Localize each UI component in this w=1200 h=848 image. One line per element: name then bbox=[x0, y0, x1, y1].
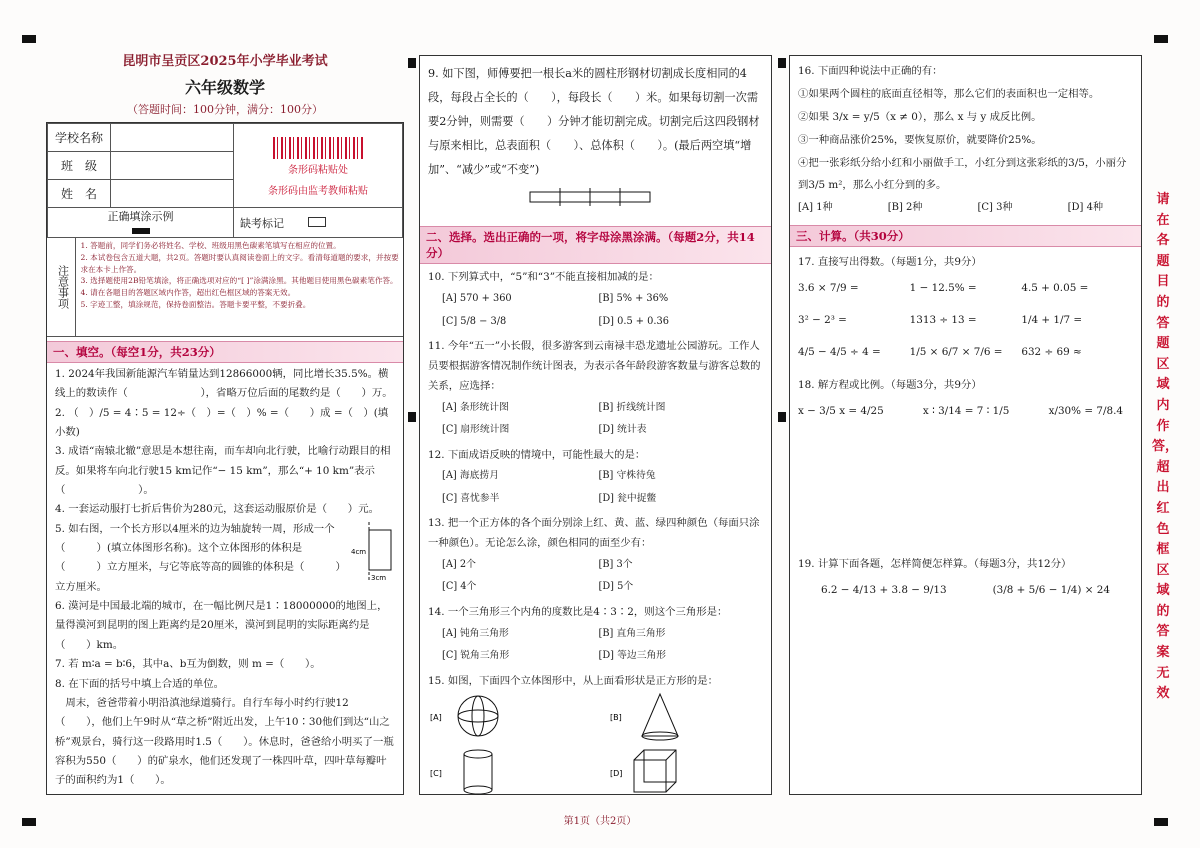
choice-option[interactable]: [A] 海底捞月 bbox=[442, 470, 500, 482]
expression-row bbox=[798, 584, 1133, 596]
cube-icon bbox=[634, 750, 676, 792]
option-b[interactable]: [B] 2种 bbox=[887, 202, 923, 214]
expression-item: 6.2 − 4/13 + 3.8 − 9/13 bbox=[820, 584, 947, 597]
solid-figures bbox=[428, 692, 758, 802]
statement-item: ④把一张彩纸分给小红和小丽做手工，小红分到这张彩纸的3/5，小丽分到3/5 m²，那么小红分到的多。 bbox=[798, 156, 1127, 192]
registration-mark bbox=[408, 412, 416, 422]
options-grid bbox=[428, 554, 763, 603]
question-18: 18. 解方程或比例。（每题3分，共9分） bbox=[798, 379, 982, 392]
barcode-icon bbox=[273, 137, 363, 159]
rectangle-figure bbox=[351, 520, 397, 590]
statement-item: ②如果 3/x = y/5（x ≠ 0），那么 x 与 y 成反比例。 bbox=[798, 110, 1042, 123]
fill-example-label: 正确填涂示例 bbox=[107, 210, 174, 223]
notes-list bbox=[76, 238, 403, 336]
choice-option[interactable]: [A] 2个 bbox=[442, 558, 476, 570]
column-3 bbox=[789, 55, 1142, 795]
section-2-title: 二、选择。选出正确的一项，将字母涂黑涂满。（每题2分，共14分） bbox=[420, 226, 771, 264]
calc-item: 1/4 + 1/7 = bbox=[1021, 314, 1083, 327]
section-1-body bbox=[47, 363, 403, 791]
section-3-title: 三、计算。（共30分） bbox=[790, 225, 1141, 247]
calc-item: 3² − 2³ = bbox=[798, 314, 847, 327]
multiple-choice-list bbox=[420, 264, 771, 691]
question-19: 19. 计算下面各题，怎样简便怎样算。（每题3分，共12分） bbox=[798, 558, 1072, 571]
question-3: 3. 成语“南辕北辙”意思是本想往南，而车却向北行驶，比喻行动跟目的相反。如果将车向北行驶15 km记作“− 15 km”，那么“+ 10 km”表示（ ）。 bbox=[55, 445, 391, 497]
options-grid bbox=[428, 288, 763, 337]
svg-text:[B]: [B] bbox=[610, 712, 622, 722]
registration-mark bbox=[1154, 818, 1168, 826]
question-16-stem: 16. 下面四种说法中正确的有： bbox=[798, 65, 943, 77]
school-field[interactable] bbox=[111, 124, 234, 152]
options-grid bbox=[428, 465, 763, 514]
exam-header bbox=[46, 50, 404, 117]
note-item: 5. 字迹工整，填涂规范，保持卷面整洁。答题卡要平整，不要折叠。 bbox=[80, 299, 311, 309]
choice-option[interactable]: [C] 扇形统计图 bbox=[442, 424, 510, 436]
question-4: 4. 一套运动服打七折后售价为280元，这套运动服原价是（ ）元。 bbox=[55, 503, 379, 516]
choice-option[interactable]: [B] 守株待兔 bbox=[598, 470, 656, 482]
question-17: 17. 直接写出得数。（每题1分，共9分） bbox=[798, 256, 982, 269]
barcode-label: 条形码粘贴处 bbox=[288, 164, 348, 176]
choice-option[interactable]: [B] 5% + 36% bbox=[598, 293, 669, 305]
question-9: 9. 如下图，师傅要把一根长a米的圆柱形钢材切割成长度相同的4段，每段占全长的（ ），每段长（ ）米。如果每切割一次需要2分钟，则需要（ ）分钟才能切割完成。切割完后这四段钢材与原来相比，总表面积（ ）、总体积（ ）。(最后两空填“增加”、“减少”或“不变”) bbox=[428, 67, 760, 177]
column-1 bbox=[46, 122, 404, 795]
choice-option[interactable]: [D] 瓮中捉鳖 bbox=[598, 492, 657, 504]
name-label: 姓 名 bbox=[48, 180, 111, 208]
school-label: 学校名称 bbox=[48, 124, 111, 152]
equation-item: x/30% = 7/8.4 bbox=[1048, 405, 1123, 418]
registration-mark bbox=[1154, 35, 1168, 43]
registration-mark bbox=[22, 35, 36, 43]
svg-text:4cm: 4cm bbox=[351, 547, 367, 556]
options-grid bbox=[428, 623, 763, 672]
choice-option[interactable]: [D] 0.5 + 0.36 bbox=[598, 315, 669, 327]
subject-title: 六年级数学 bbox=[184, 78, 265, 97]
svg-text:[C]: [C] bbox=[430, 768, 442, 778]
question-2: 2. （ ）/5 = 4∶5 = 12÷（ ）=（ ）% =（ ）成 =（ ）(填小数) bbox=[55, 406, 389, 439]
exam-title: 昆明市呈贡区2025年小学毕业考试 bbox=[122, 54, 328, 69]
class-label: 班 级 bbox=[48, 152, 111, 180]
cylinder-icon bbox=[464, 750, 492, 794]
question-stem: 10. 下列算式中，“5”和“3”不能直接相加减的是： bbox=[428, 271, 659, 284]
calc-item: 1/5 × 6/7 × 7/6 = bbox=[909, 346, 1003, 359]
calc-item: 3.6 × 7/9 = bbox=[798, 282, 859, 295]
option-c[interactable]: [C] 3种 bbox=[977, 202, 1013, 214]
svg-text:[A]: [A] bbox=[430, 712, 442, 722]
cone-icon bbox=[642, 694, 678, 740]
note-item: 3. 选择题使用2B铅笔填涂，将正确选项对应的“[ ]”涂满涂黑。其他题目使用黑色碳素笔作答。 bbox=[80, 276, 398, 286]
question-1: 1. 2024年我国新能源汽车销量达到12866000辆，同比增长35.5%。横线上的数读作（ ），省略万位后面的尾数约是（ ）万。 bbox=[55, 368, 393, 400]
filled-box-icon bbox=[132, 228, 150, 234]
calc-item: 4.5 + 0.05 = bbox=[1021, 282, 1089, 295]
equation-row bbox=[798, 405, 1133, 417]
sphere-icon bbox=[458, 696, 498, 736]
page-footer: 第1页（共2页） bbox=[563, 816, 637, 827]
choice-option[interactable]: [A] 钝角三角形 bbox=[442, 627, 509, 639]
statement-item: ①如果两个圆柱的底面直径相等，那么它们的表面积也一定相等。 bbox=[798, 87, 1100, 100]
column-2 bbox=[419, 55, 772, 795]
absent-checkbox[interactable] bbox=[308, 217, 326, 227]
registration-mark bbox=[778, 58, 786, 68]
question-stem: 14. 一个三角形三个内角的度数比是4∶3∶2，则这个三角形是： bbox=[428, 606, 728, 618]
question-7: 7. 若 m∶a = b∶6，其中a、b互为倒数，则 m =（ ）。 bbox=[55, 658, 321, 671]
choice-option[interactable]: [D] 5个 bbox=[598, 581, 634, 593]
question-stem: 12. 下面成语反映的情境中，可能性最大的是： bbox=[428, 448, 646, 461]
question-stem: 13. 把一个正方体的各个面分别涂上红、黄、蓝、绿四种颜色（每面只涂一种颜色）。无论怎么涂，颜色相同的面至少有： bbox=[428, 517, 760, 550]
choice-option[interactable]: [D] 统计表 bbox=[598, 424, 647, 436]
choice-option[interactable]: [A] 条形统计图 bbox=[442, 401, 509, 413]
class-field[interactable] bbox=[111, 152, 234, 180]
option-d[interactable]: [D] 4种 bbox=[1067, 202, 1103, 214]
q16-options bbox=[798, 197, 1133, 219]
barcode-note: 条形码由监考教师粘贴 bbox=[268, 185, 368, 197]
expression-item: (3/8 + 5/6 − 1/4) × 24 bbox=[992, 584, 1111, 597]
calc-item: 632 ÷ 69 ≈ bbox=[1021, 346, 1082, 359]
choice-option[interactable]: [B] 折线统计图 bbox=[598, 401, 666, 413]
calc-item: 1 − 12.5% = bbox=[909, 282, 977, 295]
barcode-area bbox=[234, 124, 403, 208]
notes-title: 注意事项 bbox=[47, 238, 76, 336]
choice-option[interactable]: [B] 3个 bbox=[598, 558, 633, 570]
registration-mark bbox=[408, 58, 416, 68]
absent-label: 缺考标记 bbox=[240, 216, 284, 230]
calc-item: 4/5 − 4/5 ÷ 4 = bbox=[798, 346, 881, 359]
calc-item: 1313 ÷ 13 = bbox=[909, 314, 977, 327]
choice-option[interactable]: [C] 锐角三角形 bbox=[442, 650, 510, 662]
registration-mark bbox=[778, 412, 786, 422]
question-5: 5. 如右图，一个长方形以4厘米的边为轴旋转一周，形成一个（ ）(填立体图形名称)。这个立体图形的体积是（ ）立方厘米，与它等底等高的圆锥的体积是（ ）立方厘米。 bbox=[55, 522, 341, 593]
note-item: 2. 本试卷包含五道大题，共2页。答题时要认真阅读卷面上的文字。看清每道题的要求，并按要求在本卡上作答。 bbox=[80, 252, 399, 274]
equation-item: x ∶ 3/14 = 7 ∶ 1/5 bbox=[922, 405, 1010, 418]
section-3-body bbox=[790, 247, 1141, 596]
question-15: 15. 如图，下面四个立体图形中，从上面看形状是正方形的是： bbox=[428, 674, 718, 687]
choice-option[interactable]: [D] 等边三角形 bbox=[598, 650, 667, 662]
note-item: 4. 请在各题目的答题区域内作答，超出红色框区域的答案无效。 bbox=[80, 288, 296, 298]
question-6: 6. 漠河是中国最北端的城市，在一幅比例尺是1∶18000000的地图上，量得漠河到昆明的图上距离约是20厘米，漠河到昆明的实际距离约是（ ）km。 bbox=[55, 600, 388, 651]
student-info-table bbox=[47, 123, 403, 238]
question-8: 8. 在下面的括号中填上合适的单位。 bbox=[55, 677, 225, 690]
statement-item: ③一种商品涨价25%，要恢复原价，就要降价25%。 bbox=[798, 133, 1042, 146]
calc-grid bbox=[798, 282, 1133, 358]
option-a[interactable]: [A] 1种 bbox=[798, 202, 833, 214]
note-item: 1. 答题前，同学们务必将姓名、学校、班级用黑色碳素笔填写在相应的位置。 bbox=[80, 241, 341, 250]
equation-item: x − 3/5 x = 4/25 bbox=[798, 405, 884, 418]
side-warning: 请在各题目的答题区域内作答，超出红色框区域的答案无效 bbox=[1152, 192, 1179, 702]
steel-rod-figure bbox=[420, 186, 760, 210]
choice-option[interactable]: [C] 喜忧参半 bbox=[442, 492, 500, 504]
section-1-title: 一、填空。（每空1分，共23分） bbox=[47, 341, 403, 363]
choice-option[interactable]: [B] 直角三角形 bbox=[598, 627, 666, 639]
question-8-passage: 周末，爸爸带着小明沿滇池绿道骑行。自行车每小时约行驶12（ ），他们上午9时从“草之桥”附近出发，上午10∶30他们到达“山之桥”观景台，骑行这一段路用时1.5（ ）。休息时，爸爸给小明买了一瓶容积为550（ ）的矿泉水，他们还发现了一株四叶草，四叶草每瓣叶子的面积约为1（ ）。 bbox=[55, 696, 394, 787]
svg-text:3cm: 3cm bbox=[371, 573, 387, 582]
choice-option[interactable]: [C] 5/8 − 3/8 bbox=[442, 315, 507, 327]
notes-box bbox=[47, 238, 403, 337]
options-grid bbox=[428, 397, 763, 446]
name-field[interactable] bbox=[111, 180, 234, 208]
choice-option[interactable]: [C] 4个 bbox=[442, 581, 477, 593]
question-stem: 11. 今年“五一”小长假，很多游客到云南禄丰恐龙遗址公园游玩。工作人员要根据游客情况制作统计图表，为表示各年龄段游客数量与游客总数的关系，应选择： bbox=[428, 340, 761, 392]
time-note: （答题时间：100分钟，满分：100分） bbox=[127, 103, 323, 116]
svg-text:[D]: [D] bbox=[610, 768, 623, 778]
question-16 bbox=[790, 56, 1141, 219]
choice-option[interactable]: [A] 570 + 360 bbox=[442, 293, 512, 305]
registration-mark bbox=[22, 818, 36, 826]
